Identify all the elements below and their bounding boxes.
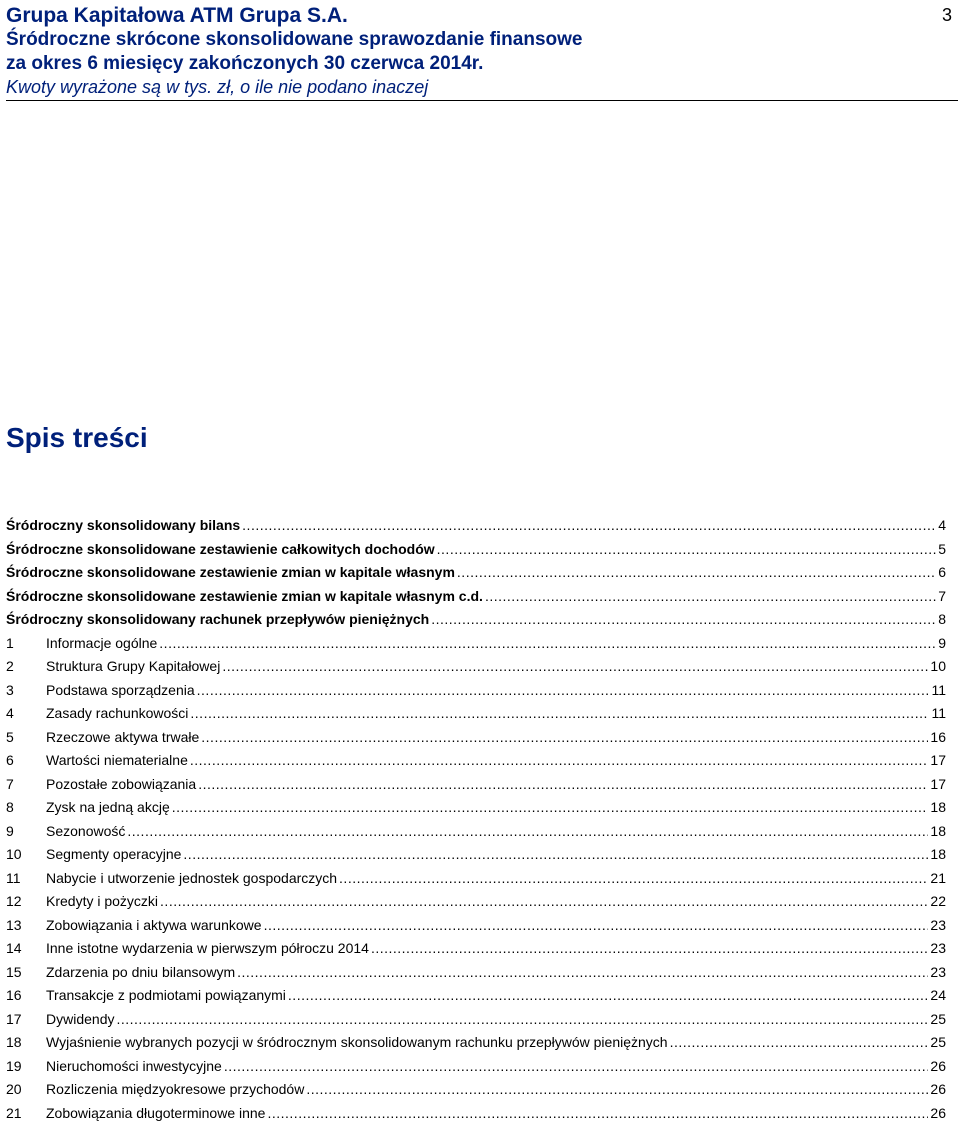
toc-entry-label: Transakcje z podmiotami powiązanymi [46,987,286,1003]
currency-note: Kwoty wyrażone są w tys. zł, o ile nie podano inaczej [6,77,429,97]
toc-dot-leader [306,1080,928,1098]
toc-entry[interactable] [6,704,946,728]
toc-entry-page: 16 [930,728,946,745]
toc-entry-number: 3 [6,681,14,698]
toc-entry[interactable] [6,1057,946,1081]
report-period: za okres 6 miesięcy zakończonych 30 czerwca 2014r. [6,53,484,74]
toc-entry-number: 4 [6,705,14,721]
toc-entry-label: Zobowiązania długoterminowe inne [46,1104,266,1121]
toc-entry-label: Rzeczowe aktywa trwałe [46,728,200,745]
toc-entry-number: 11 [6,869,21,886]
company-name: Grupa Kapitałowa ATM Grupa S.A. [6,4,348,27]
toc-entry-page: 26 [930,1104,946,1121]
toc-entry[interactable] [6,845,946,869]
toc-entry-label: Dywidendy [46,1010,115,1027]
toc-entry[interactable] [6,657,946,681]
toc-dot-leader [160,892,928,910]
toc-entry-page: 18 [930,799,946,815]
toc-entry-number: 13 [6,916,22,933]
toc-entry-number: 17 [6,1010,22,1027]
toc-entry-label: Śródroczny skonsolidowany rachunek przepływów pieniężnych [6,611,430,627]
toc-entry-number: 12 [6,893,22,909]
toc-entry-page: 25 [930,1010,946,1027]
toc-entry[interactable] [6,516,946,540]
toc-entry[interactable] [6,822,946,846]
toc-entry-label: Zdarzenia po dniu bilansowym [46,963,236,980]
toc-entry-label: Śródroczny skonsolidowany bilans [6,517,241,533]
toc-entry-page: 18 [930,846,946,862]
toc-dot-leader [201,728,928,746]
toc-entry[interactable] [6,869,946,893]
toc-entry-number: 9 [6,822,14,839]
toc-entry-label: Zasady rachunkowości [46,705,189,721]
report-title: Śródroczne skrócone skonsolidowane sprawozdanie finansowe [6,29,583,50]
toc-dot-leader [224,1057,929,1075]
toc-dot-leader [116,1010,928,1028]
toc-entry-label: Śródroczne skonsolidowane zestawienie zmian w kapitale własnym [6,564,455,580]
toc-entry-label: Rozliczenia międzyokresowe przychodów [46,1081,305,1097]
toc-entry-label: Wartości niematerialne [46,752,188,768]
toc-entry-number: 20 [6,1081,22,1097]
toc-dot-leader [127,822,928,840]
toc-entry-page: 17 [930,775,946,792]
toc-dot-leader [485,587,936,605]
toc-dot-leader [431,610,936,628]
toc-entry-label: Śródroczne skonsolidowane zestawienie całkowitych dochodów [6,540,435,557]
toc-entry-page: 23 [930,963,946,980]
toc-dot-leader [172,798,929,816]
toc-entry-page: 9 [938,634,946,651]
toc-entry[interactable] [6,1104,946,1128]
toc-dot-leader [670,1033,929,1051]
toc-title: Spis treści [6,422,148,453]
toc-entry-number: 6 [6,752,14,768]
toc-entry[interactable] [6,916,946,940]
toc-entry-page: 23 [930,916,946,933]
toc-entry-label: Zysk na jedną akcję [46,799,170,815]
toc-entry[interactable] [6,728,946,752]
toc-dot-leader [264,916,929,934]
toc-dot-leader [197,681,930,699]
toc-entry-page: 11 [931,705,946,721]
toc-entry[interactable] [6,892,946,916]
toc-entry[interactable] [6,963,946,987]
toc-entry-number: 21 [6,1104,22,1121]
toc-entry[interactable] [6,587,946,611]
toc-entry-page: 18 [930,822,946,839]
toc-entry[interactable] [6,1080,946,1104]
toc-entry-page: 11 [931,681,946,698]
page-number: 3 [941,5,952,25]
toc-dot-leader [159,634,936,652]
toc-entry-label: Pozostałe zobowiązania [46,775,197,792]
toc-entry-number: 1 [6,634,14,651]
toc-dot-leader [457,563,936,581]
toc-entry-label: Sezonowość [46,822,126,839]
toc-entry-number: 14 [6,940,22,956]
toc-dot-leader [237,963,928,981]
toc-entry-page: 6 [938,564,946,580]
toc-dot-leader [371,939,928,957]
toc-entry-page: 24 [930,987,946,1003]
toc-entry[interactable] [6,986,946,1010]
toc-entry-label: Podstawa sporządzenia [46,681,195,698]
toc-entry[interactable] [6,634,946,658]
toc-entry-label: Inne istotne wydarzenia w pierwszym półroczu 2014 [46,940,369,956]
toc-entry-number: 19 [6,1057,22,1074]
toc-entry-label: Nabycie i utworzenie jednostek gospodarczych [46,869,338,886]
toc-entry[interactable] [6,610,946,634]
toc-dot-leader [190,704,929,722]
toc-dot-leader [288,986,929,1004]
toc-entry-number: 15 [6,963,22,980]
toc-entry-label: Informacje ogólne [46,634,158,651]
toc-dot-leader [437,540,937,558]
toc-entry[interactable] [6,681,946,705]
toc-entry-label: Zobowiązania i aktywa warunkowe [46,916,262,933]
toc-entry-label: Segmenty operacyjne [46,846,182,862]
toc-entry[interactable] [6,798,946,822]
toc-entry-label: Wyjaśnienie wybranych pozycji w śródrocznym skonsolidowanym rachunku przepływów pieniężnych [46,1034,668,1050]
toc-dot-leader [190,751,929,769]
toc-dot-leader [198,775,928,793]
toc-entry-page: 21 [930,869,946,886]
toc-dot-leader [242,516,936,534]
toc-entry-number: 2 [6,658,14,674]
toc-entry[interactable] [6,751,946,775]
table-of-contents [6,516,946,1127]
toc-entry-page: 26 [930,1081,946,1097]
toc-dot-leader [183,845,928,863]
toc-entry[interactable] [6,939,946,963]
toc-entry-page: 7 [938,587,946,604]
toc-entry-number: 5 [6,728,14,745]
toc-entry-page: 17 [930,752,946,768]
toc-entry[interactable] [6,775,946,799]
toc-entry-number: 10 [6,846,22,862]
toc-entry-page: 10 [930,658,946,674]
toc-entry-page: 23 [930,940,946,956]
toc-dot-leader [222,657,928,675]
toc-entry-page: 5 [938,540,946,557]
toc-entry-number: 18 [6,1034,22,1050]
toc-entry-label: Śródroczne skonsolidowane zestawienie zmian w kapitale własnym c.d. [6,587,483,604]
page-header [6,0,958,101]
toc-entry[interactable] [6,540,946,564]
toc-entry[interactable] [6,1033,946,1057]
toc-entry-page: 25 [930,1034,946,1050]
toc-entry-page: 4 [938,517,946,533]
toc-entry-number: 16 [6,987,22,1003]
toc-entry-label: Nieruchomości inwestycyjne [46,1057,222,1074]
toc-entry-label: Struktura Grupy Kapitałowej [46,658,221,674]
toc-entry-label: Kredyty i pożyczki [46,893,159,909]
toc-entry-number: 7 [6,775,14,792]
toc-entry[interactable] [6,1010,946,1034]
toc-entry-number: 8 [6,799,14,815]
toc-dot-leader [267,1104,928,1122]
toc-entry-page: 8 [938,611,946,627]
toc-dot-leader [339,869,928,887]
toc-entry-page: 26 [930,1057,946,1074]
toc-entry[interactable] [6,563,946,587]
toc-entry-page: 22 [930,893,946,909]
